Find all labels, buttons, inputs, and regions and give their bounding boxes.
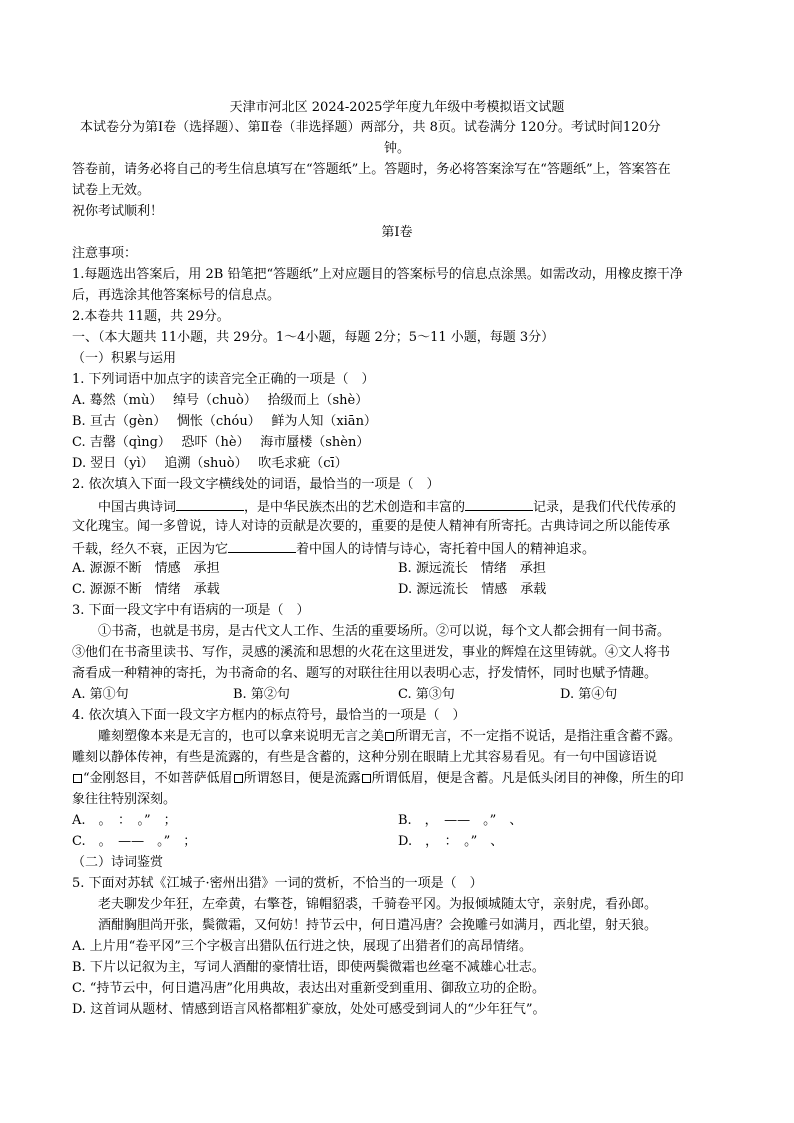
passage-line: ①书斋，也就是书房，是古代文人工作、生活的重要场所。②可以说，每个文人都会拥有一间书斋。 bbox=[98, 624, 671, 639]
notice-line: 1.每题选出答案后，用 2B 铅笔把“答题纸”上对应题目的答案标号的信息点涂黑。如需改动，用橡皮擦干净 bbox=[72, 267, 683, 282]
passage-line: 斋看成一种精神的寄托，为书斋命的名、题写的对联往往用以表明心志，抒发情怀，同时也赋予情趣。 bbox=[72, 666, 658, 681]
option-a: A. 源源不断 情感 承担 bbox=[72, 561, 220, 576]
fill-blank bbox=[176, 496, 244, 511]
notice-title: 注意事项： bbox=[72, 246, 138, 261]
question-stem: 1. 下列词语中加点字的读音完全正确的一项是（ ） bbox=[72, 372, 375, 387]
punctuation-box bbox=[234, 774, 243, 783]
passage-text: 中国古典诗词 bbox=[98, 500, 177, 515]
intro-line: 试卷上无效。 bbox=[72, 183, 151, 198]
question-stem: 2. 依次填入下面一段文字横线处的词语，最恰当的一项是（ ） bbox=[72, 477, 440, 492]
option-b: B. 第②句 bbox=[233, 687, 290, 702]
option-d: D. ， ： 。” 、 bbox=[398, 834, 504, 849]
wish-line: 祝你考试顺利！ bbox=[72, 204, 164, 219]
punctuation-box bbox=[385, 732, 394, 741]
sub-heading: （二）诗词鉴赏 bbox=[72, 855, 164, 870]
passage-text: 雕刻塑像本来是无言的，也可以拿来说明无言之美 bbox=[98, 729, 385, 744]
notice-line: 后，再选涂其他答案标号的信息点。 bbox=[72, 288, 281, 303]
section-heading: 第Ⅰ卷 bbox=[381, 225, 413, 240]
option-d: D. 翌日（yì） 追溯（shuò） 吹毛求疵（cī） bbox=[72, 456, 348, 471]
question-stem: 5. 下面对苏轼《江城子·密州出猎》一词的赏析，不恰当的一项是（ ） bbox=[72, 876, 483, 891]
intro-line: 答卷前，请务必将自己的考生信息填写在“答题纸”上。答题时，务必将答案涂写在“答题纸”上，答案答在 bbox=[72, 162, 671, 177]
option-c: C. “持节云中，何日遣冯唐”化用典故，表达出对重新受到重用、御敌立功的企盼。 bbox=[72, 981, 546, 996]
option-c: C. 第③句 bbox=[398, 687, 455, 702]
passage-line: ③他们在书斋里读书、写作，灵感的溪流和思想的火花在这里迸发，事业的辉煌在这里铸就。④文人将书 bbox=[72, 645, 671, 660]
passage-text: 所谓无言，不一定指不说话，是指注重含蓄不露。 bbox=[395, 729, 682, 744]
fill-blank bbox=[465, 496, 533, 511]
intro-line: 钟。 bbox=[383, 141, 410, 156]
passage-line bbox=[98, 496, 676, 516]
option-b: B. 亘古（gèn） 惆怅（chóu） 鲜为人知（xiān） bbox=[72, 414, 377, 429]
passage-text: 记录，是我们代代传承的 bbox=[533, 500, 677, 515]
passage-line: 文化瑰宝。闻一多曾说，诗人对诗的贡献是次要的，重要的是使人精神有所寄托。古典诗词之所以能传承 bbox=[72, 519, 671, 534]
fill-blank bbox=[228, 538, 296, 553]
part-heading: 一、（本大题共 11小题，共 29分。1～4小题，每题 2分；5～11 小题，每题 3分） bbox=[72, 330, 555, 345]
option-d: D. 第④句 bbox=[560, 687, 618, 702]
punctuation-box bbox=[362, 774, 371, 783]
question-stem: 4. 依次填入下面一段文字方框内的标点符号，最恰当的一项是（ ） bbox=[72, 708, 466, 723]
option-a: A. 上片用“卷平冈”三个字极言出猎队伍行进之快，展现了出猎者们的高昂情绪。 bbox=[72, 939, 532, 954]
passage-text: 所谓低眉，便是含蓄。凡是低头闭目的神像，所生的印 bbox=[371, 771, 684, 786]
question-stem: 3. 下面一段文字中有语病的一项是（ ） bbox=[72, 603, 310, 618]
sub-heading: （一）积累与运用 bbox=[72, 351, 177, 366]
option-b: B. 源远流长 情绪 承担 bbox=[398, 561, 546, 576]
poem-line: 老夫聊发少年狂，左牵黄，右擎苍，锦帽貂裘，千骑卷平冈。为报倾城随太守，亲射虎，看孙郎。 bbox=[98, 897, 658, 912]
exam-title: 天津市河北区 2024-2025学年度九年级中考模拟语文试题 bbox=[229, 100, 565, 115]
passage-line bbox=[98, 727, 681, 747]
option-b: B. ， —— 。” 、 bbox=[398, 813, 523, 828]
passage-line: 象往往特别深刻。 bbox=[72, 792, 177, 807]
option-a: A. 蓦然（mù） 绰号（chuò） 拾级而上（shè） bbox=[72, 393, 369, 408]
option-d: D. 源远流长 情感 承载 bbox=[398, 582, 547, 597]
passage-text: 千载，经久不衰，正因为它 bbox=[72, 542, 229, 557]
punctuation-box bbox=[73, 774, 82, 783]
option-c: C. 。 —— 。” ； bbox=[72, 834, 197, 849]
option-a: A. 第①句 bbox=[72, 687, 129, 702]
notice-line: 2.本卷共 11题，共 29分。 bbox=[72, 309, 230, 324]
poem-line: 酒酣胸胆尚开张，鬓微霜，又何妨！持节云中，何日遣冯唐？会挽雕弓如满月，西北望，射天狼。 bbox=[98, 918, 658, 933]
intro-line: 本试卷分为第Ⅰ卷（选择题）、第Ⅱ卷（非选择题）两部分，共 8页。试卷满分 120分。考试时间120分 bbox=[80, 120, 661, 135]
passage-line bbox=[72, 769, 684, 789]
passage-text: ，是中华民族杰出的艺术创造和丰富的 bbox=[244, 500, 466, 515]
option-d: D. 这首词从题材、情感到语言风格都粗犷豪放，处处可感受到词人的“少年狂气”。 bbox=[72, 1002, 546, 1017]
passage-text: “金刚怒目，不如菩萨低眉 bbox=[83, 771, 233, 786]
passage-text: 着中国人的诗情与诗心，寄托着中国人的精神追求。 bbox=[296, 542, 596, 557]
option-a: A. 。 ： 。” ； bbox=[72, 813, 177, 828]
passage-line bbox=[72, 538, 595, 558]
option-b: B. 下片以记叙为主，写词人酒酣的豪情壮语，即使两鬓微霜也丝毫不减雄心壮志。 bbox=[72, 960, 545, 975]
passage-text: 所谓怒目，便是流露 bbox=[243, 771, 361, 786]
option-c: C. 源源不断 情绪 承载 bbox=[72, 582, 220, 597]
passage-line: 雕刻以静体传神，有些是流露的，有些是含蓄的，这种分别在眼睛上尤其容易看见。有一句中国谚语说 bbox=[72, 750, 658, 765]
option-c: C. 吉罄（qìng） 恐吓（hè） 海市蜃楼（shèn） bbox=[72, 435, 370, 450]
